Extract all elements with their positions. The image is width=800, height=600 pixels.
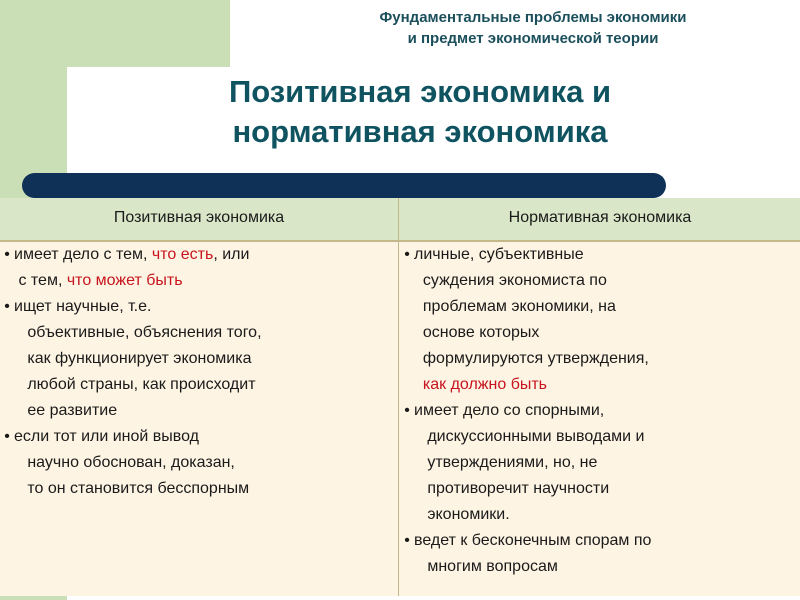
item-line: ведет к бесконечным спорам по <box>414 532 652 549</box>
bullet-icon: • <box>404 402 410 419</box>
item-line: имеет дело с тем, что есть, или <box>14 246 250 263</box>
bullet-icon: • <box>4 298 10 315</box>
item-line: объективные, объяснения того, <box>14 324 262 341</box>
title-line-2: нормативная экономика <box>232 114 608 149</box>
item-line: любой страны, как происходит <box>14 376 256 393</box>
list-item <box>400 242 800 398</box>
item-line: экономики. <box>414 506 510 523</box>
highlight-text: как должно быть <box>414 376 548 393</box>
positive-economics-cell <box>0 242 395 502</box>
column-header-normative: Нормативная экономика <box>508 209 692 226</box>
item-line: основе которых <box>414 324 540 341</box>
column-header-positive: Позитивная экономика <box>113 209 285 226</box>
subtitle-line-2: и предмет экономической теории <box>407 30 659 47</box>
bullet-icon: • <box>4 428 10 445</box>
table-header-row <box>0 198 800 242</box>
item-line: утверждениями, но, не <box>414 454 598 471</box>
list-item <box>0 424 395 502</box>
title-line-1: Позитивная экономика и <box>228 74 612 109</box>
decorative-green-strip <box>0 596 67 600</box>
subtitle-line-1: Фундаментальные проблемы экономики <box>379 9 687 26</box>
item-line: ее развитие <box>14 402 118 419</box>
item-line: научно обоснован, доказан, <box>14 454 235 471</box>
item-line: то он становится бесспорным <box>14 480 250 497</box>
slide-title <box>100 72 740 152</box>
highlight-text: что может быть <box>66 272 183 289</box>
list-item <box>0 294 395 424</box>
item-line: ищет научные, т.е. <box>14 298 152 315</box>
comparison-table <box>0 198 800 596</box>
item-line: проблемам экономики, на <box>414 298 616 315</box>
table-body-row <box>0 242 800 596</box>
bullet-icon: • <box>404 246 410 263</box>
item-line: с тем, что может быть <box>14 272 183 289</box>
item-line: формулируются утверждения, <box>414 350 649 367</box>
slide-subtitle <box>303 7 763 49</box>
list-item <box>400 398 800 528</box>
bullet-icon: • <box>404 532 410 549</box>
item-line: дискуссионными выводами и <box>414 428 645 445</box>
item-line: противоречит научности <box>414 480 610 497</box>
normative-economics-cell <box>400 242 800 580</box>
item-line: если тот или иной вывод <box>14 428 199 445</box>
list-item <box>0 242 395 294</box>
highlight-text: что есть <box>151 246 214 263</box>
bullet-icon: • <box>4 246 10 263</box>
item-line: имеет дело со спорными, <box>414 402 605 419</box>
list-item <box>400 528 800 580</box>
decorative-navy-bar <box>22 173 666 198</box>
item-line: суждения экономиста по <box>414 272 607 289</box>
item-line: личные, субъективные <box>414 246 584 263</box>
column-divider <box>398 198 399 596</box>
item-line: как функционирует экономика <box>14 350 252 367</box>
item-line: многим вопросам <box>414 558 558 575</box>
